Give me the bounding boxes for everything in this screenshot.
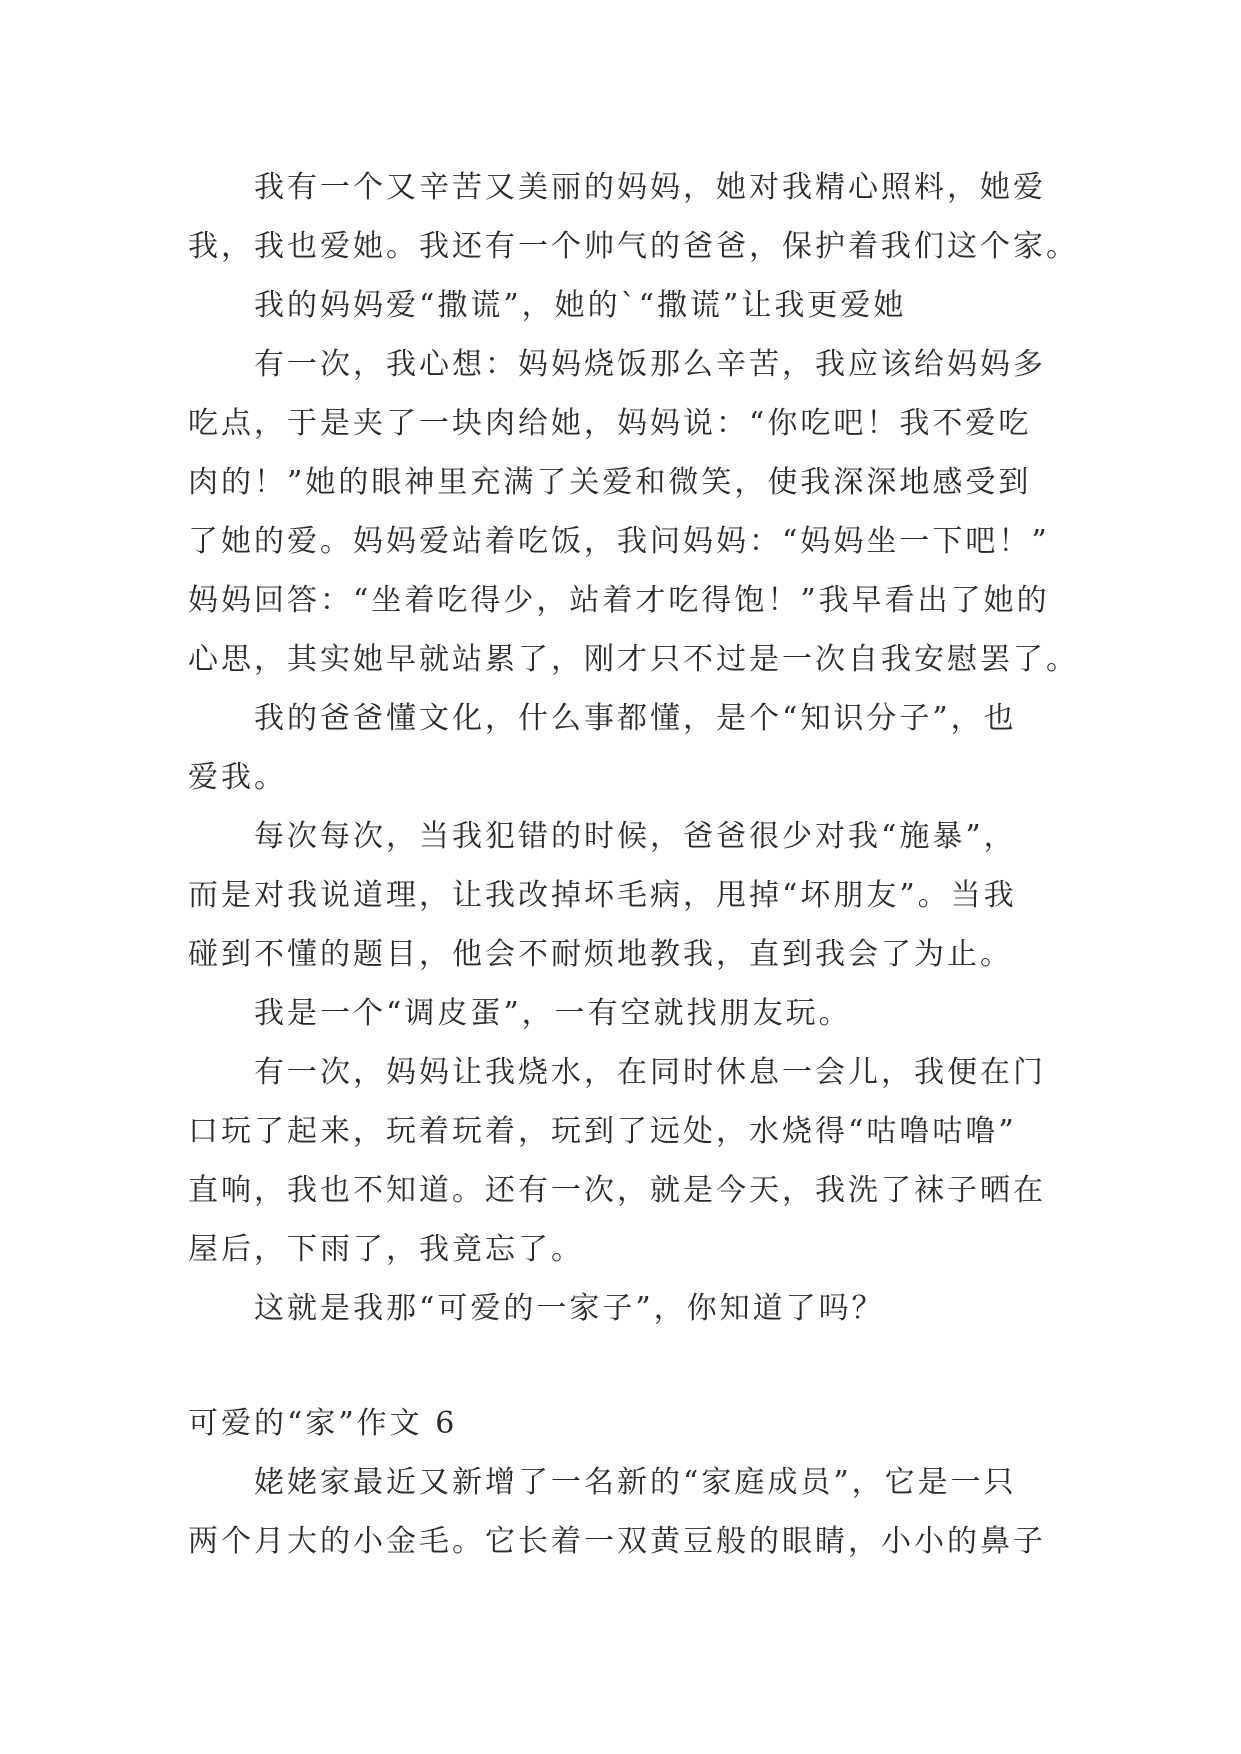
paragraph-line: 我是一个“调皮蛋”，一有空就找朋友玩。 bbox=[254, 996, 852, 1031]
paragraph-line: 我有一个又辛苦又美丽的妈妈，她对我精心照料，她爱 bbox=[254, 170, 1046, 205]
paragraph-line: 而是对我说道理，让我改掉坏毛病，甩掉“坏朋友”。当我 bbox=[188, 878, 1017, 913]
paragraph-line: 肉的！”她的眼神里充满了关爱和微笑，使我深深地感受到 bbox=[188, 465, 1032, 500]
paragraph-line: 妈妈回答：“坐着吃得少，站着才吃得饱！”我早看出了她的 bbox=[188, 583, 1050, 618]
paragraph-line: 碰到不懂的题目，他会不耐烦地教我，直到我会了为止。 bbox=[188, 937, 1013, 972]
paragraph-line: 口玩了起来，玩着玩着，玩到了远处，水烧得“咕噜咕噜” bbox=[188, 1114, 1017, 1149]
paragraph-line: 两个月大的小金毛。它长着一双黄豆般的眼睛，小小的鼻子 bbox=[188, 1524, 1046, 1559]
paragraph-line: 姥姥家最近又新增了一名新的“家庭成员”，它是一只 bbox=[254, 1465, 1017, 1500]
section-heading: 可爱的“家”作文 6 bbox=[188, 1406, 458, 1441]
paragraph-line: 吃点，于是夹了一块肉给她，妈妈说：“你吃吧！我不爱吃 bbox=[188, 406, 1032, 441]
paragraph-line: 我的爸爸懂文化，什么事都懂，是个“知识分子”，也 bbox=[254, 701, 1017, 736]
paragraph-line: 我的妈妈爱“撒谎”，她的`“撒谎”让我更爱她 bbox=[254, 288, 907, 323]
paragraph-line: 我，我也爱她。我还有一个帅气的爸爸，保护着我们这个家。 bbox=[188, 229, 1079, 264]
paragraph-line: 心思，其实她早就站累了，刚才只不过是一次自我安慰罢了。 bbox=[188, 642, 1079, 677]
paragraph-line: 这就是我那“可爱的一家子”，你知道了吗？ bbox=[254, 1291, 885, 1326]
paragraph-line: 每次每次，当我犯错的时候，爸爸很少对我“施暴”， bbox=[254, 819, 1017, 854]
paragraph-line: 爱我。 bbox=[188, 760, 287, 795]
document-body bbox=[188, 158, 1079, 1571]
paragraph-line: 有一次，妈妈让我烧水，在同时休息一会儿，我便在门 bbox=[254, 1055, 1046, 1090]
paragraph-line: 有一次，我心想：妈妈烧饭那么辛苦，我应该给妈妈多 bbox=[254, 347, 1046, 382]
paragraph-line: 了她的爱。妈妈爱站着吃饭，我问妈妈：“妈妈坐一下吧！” bbox=[188, 524, 1050, 559]
paragraph-line: 屋后，下雨了，我竟忘了。 bbox=[188, 1232, 584, 1267]
paragraph-line: 直响，我也不知道。还有一次，就是今天，我洗了袜子晒在 bbox=[188, 1173, 1046, 1208]
section-gap bbox=[188, 1338, 1058, 1394]
